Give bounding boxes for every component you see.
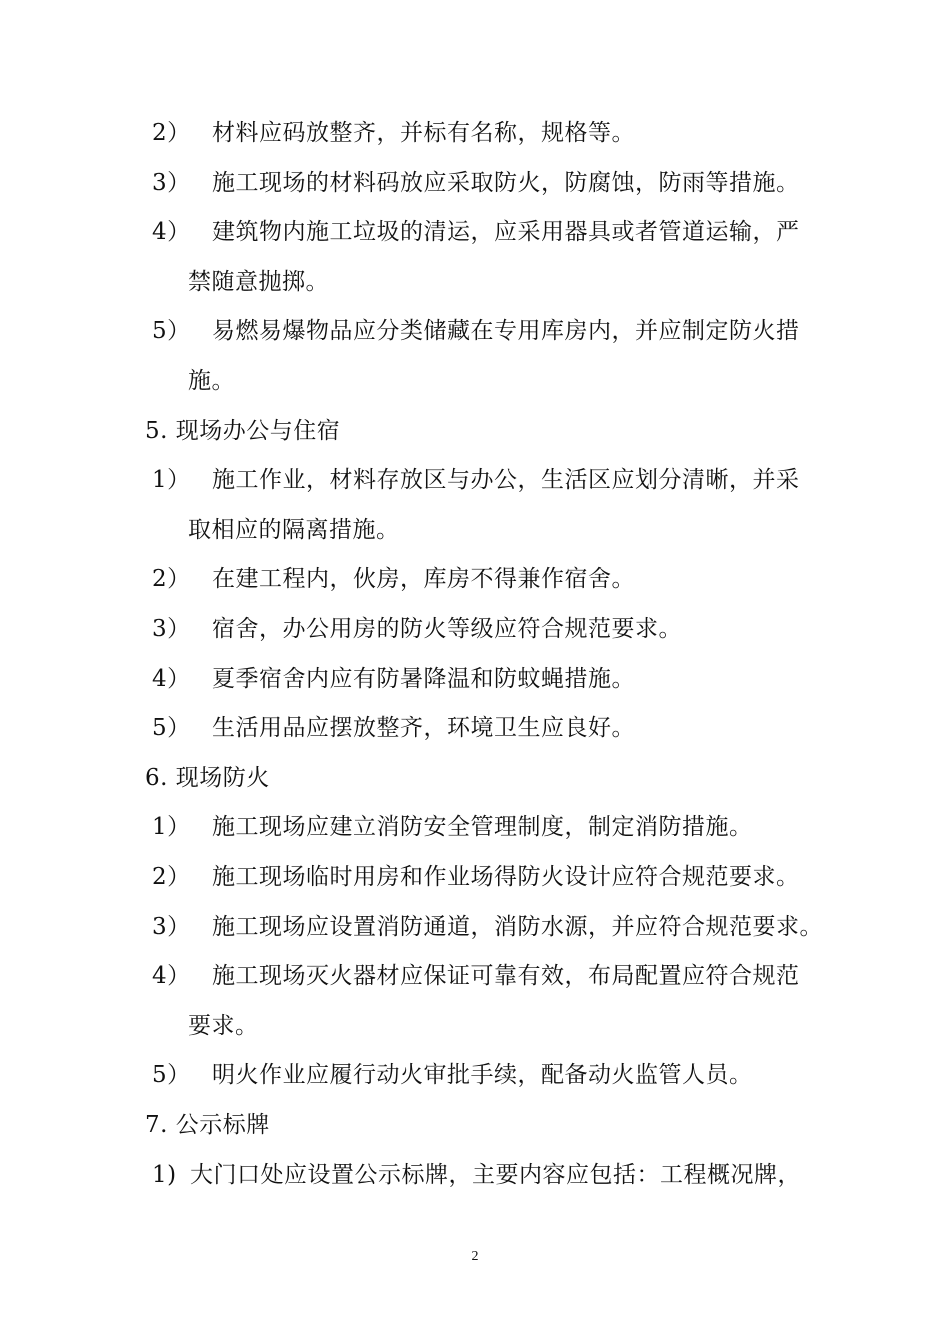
list-item-number: 5） — [152, 318, 191, 344]
list-item-number: 4） — [152, 963, 191, 989]
list-item-text: 生活用品应摆放整齐，环境卫生应良好。 — [212, 715, 635, 741]
list-item-number: 3） — [152, 170, 191, 196]
list-item-text: 建筑物内施工垃圾的清运，应采用器具或者管道运输，严 — [212, 219, 800, 245]
page-number: 2 — [471, 1249, 479, 1264]
list-item-number: 2） — [152, 120, 191, 146]
list-item-number: 2） — [152, 864, 191, 890]
list-item-text: 施工现场的材料码放应采取防火，防腐蚀，防雨等措施。 — [212, 170, 800, 196]
list-item-number: 4） — [152, 219, 191, 245]
list-item-number: 3） — [152, 914, 191, 940]
list-item-text: 易燃易爆物品应分类储藏在专用库房内，并应制定防火措 — [212, 318, 800, 344]
list-item-text: 宿舍，办公用房的防火等级应符合规范要求。 — [212, 616, 682, 642]
list-item-number: 1） — [152, 467, 191, 493]
section-heading-text: 5. 现场办公与住宿 — [145, 418, 341, 444]
list-item-text: 大门口处应设置公示标牌，主要内容应包括：工程概况牌， — [190, 1162, 801, 1188]
list-item-number: 4） — [152, 666, 191, 692]
list-item-number: 2） — [152, 566, 191, 592]
list-item-continuation-text: 施。 — [188, 368, 235, 394]
list-item-number: 5） — [152, 715, 191, 741]
list-item-text: 施工现场应建立消防安全管理制度，制定消防措施。 — [212, 814, 753, 840]
section-heading-text: 6. 现场防火 — [145, 765, 270, 791]
list-item-text: 明火作业应履行动火审批手续，配备动火监管人员。 — [212, 1062, 753, 1088]
list-item-text: 施工现场临时用房和作业场得防火设计应符合规范要求。 — [212, 864, 800, 890]
section-heading-text: 7. 公示标牌 — [145, 1112, 270, 1138]
list-item-text: 在建工程内，伙房，库房不得兼作宿舍。 — [212, 566, 635, 592]
list-item-number: 1) — [152, 1162, 177, 1188]
list-item-continuation-text: 取相应的隔离措施。 — [188, 517, 400, 543]
list-item-text: 材料应码放整齐，并标有名称，规格等。 — [212, 120, 635, 146]
list-item-number: 3） — [152, 616, 191, 642]
list-item-continuation-text: 要求。 — [188, 1013, 259, 1039]
list-item-text: 施工现场应设置消防通道，消防水源，并应符合规范要求。 — [212, 914, 823, 940]
list-item-text: 夏季宿舍内应有防暑降温和防蚊蝇措施。 — [212, 666, 635, 692]
list-item-number: 1） — [152, 814, 191, 840]
list-item-continuation-text: 禁随意抛掷。 — [188, 269, 329, 295]
list-item-text: 施工现场灭火器材应保证可靠有效，布局配置应符合规范 — [212, 963, 800, 989]
list-item-number: 5） — [152, 1062, 191, 1088]
list-item-text: 施工作业，材料存放区与办公，生活区应划分清晰，并采 — [212, 467, 800, 493]
